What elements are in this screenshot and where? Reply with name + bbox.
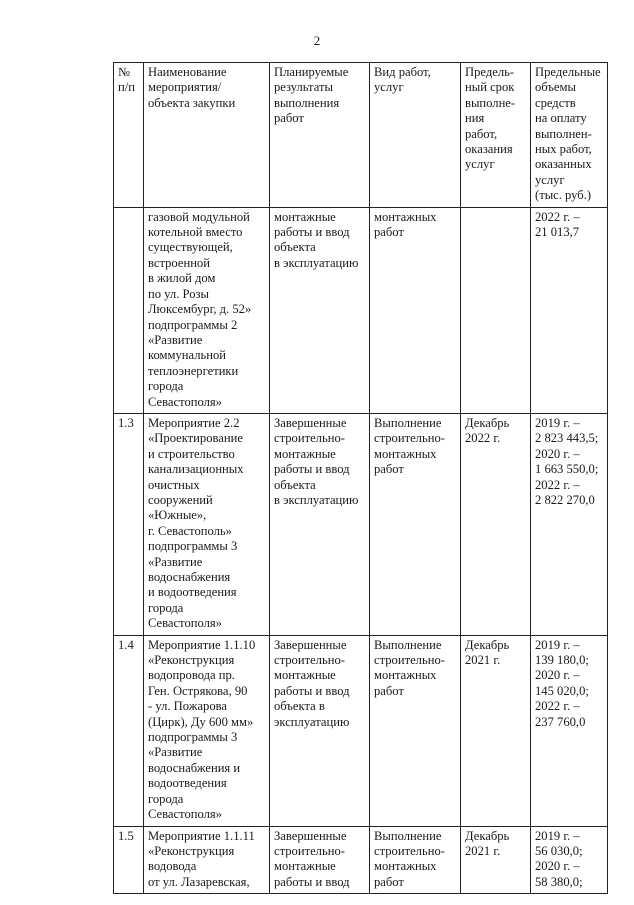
cell-result: Завершенные строительно- монтажные работы и ввод объекта в эксплуатацию <box>270 635 370 826</box>
cell-name: Мероприятие 1.1.11 «Реконструкция водовода от ул. Лазаревская, <box>144 826 270 894</box>
header-work-type: Вид работ, услуг <box>370 63 461 208</box>
cell-amount: 2019 г. – 2 823 443,5; 2020 г. – 1 663 550,0; 2022 г. – 2 822 270,0 <box>531 413 608 635</box>
header-result: Планируемые результаты выполнения работ <box>270 63 370 208</box>
cell-work-type: Выполнение строительно- монтажных работ <box>370 635 461 826</box>
page-number: 2 <box>313 33 321 48</box>
cell-deadline: Декабрь 2021 г. <box>461 826 531 894</box>
cell-deadline: Декабрь 2022 г. <box>461 413 531 635</box>
cell-name: Мероприятие 1.1.10 «Реконструкция водопровода пр. Ген. Острякова, 90 - ул. Пожарова (Цирк), Ду 600 мм» подпрограммы 3 «Развитие водоснабжения и водоотведения города Севастополя» <box>144 635 270 826</box>
cell-num: 1.3 <box>114 413 144 635</box>
cell-num: 1.4 <box>114 635 144 826</box>
cell-name: Мероприятие 2.2 «Проектирование и строительство канализационных очистных сооружений «Южные», г. Севастополь» подпрограммы 3 «Развитие водоснабжения и водоотведения города Севастополя» <box>144 413 270 635</box>
cell-deadline <box>461 207 531 413</box>
header-deadline: Предель- ный срок выполне- ния работ, оказания услуг <box>461 63 531 208</box>
cell-work-type: Выполнение строительно- монтажных работ <box>370 826 461 894</box>
cell-result: Завершенные строительно- монтажные работы и ввод <box>270 826 370 894</box>
cell-amount: 2019 г. – 56 030,0; 2020 г. – 58 380,0; <box>531 826 608 894</box>
header-amount: Предельные объемы средств на оплату выполнен- ных работ, оказанных услуг (тыс. руб.) <box>531 63 608 208</box>
cell-amount: 2019 г. – 139 180,0; 2020 г. – 145 020,0; 2022 г. – 237 760,0 <box>531 635 608 826</box>
table-row <box>114 207 608 413</box>
cell-result: Завершенные строительно- монтажные работы и ввод объекта в эксплуатацию <box>270 413 370 635</box>
cell-work-type: монтажных работ <box>370 207 461 413</box>
header-name: Наименование мероприятия/ объекта закупки <box>144 63 270 208</box>
cell-result: монтажные работы и ввод объекта в эксплуатацию <box>270 207 370 413</box>
cell-name: газовой модульной котельной вместо существующей, встроенной в жилой дом по ул. Розы Люксембург, д. 52» подпрограммы 2 «Развитие коммунальной теплоэнергетики города Севастополя» <box>144 207 270 413</box>
table-row <box>114 826 608 894</box>
table-row <box>114 635 608 826</box>
cell-work-type: Выполнение строительно- монтажных работ <box>370 413 461 635</box>
cell-num <box>114 207 144 413</box>
cell-num: 1.5 <box>114 826 144 894</box>
cell-deadline: Декабрь 2021 г. <box>461 635 531 826</box>
cell-amount: 2022 г. – 21 013,7 <box>531 207 608 413</box>
table-header-row <box>114 63 608 208</box>
table-row <box>114 413 608 635</box>
header-num: № п/п <box>114 63 144 208</box>
procurement-table <box>113 62 608 894</box>
